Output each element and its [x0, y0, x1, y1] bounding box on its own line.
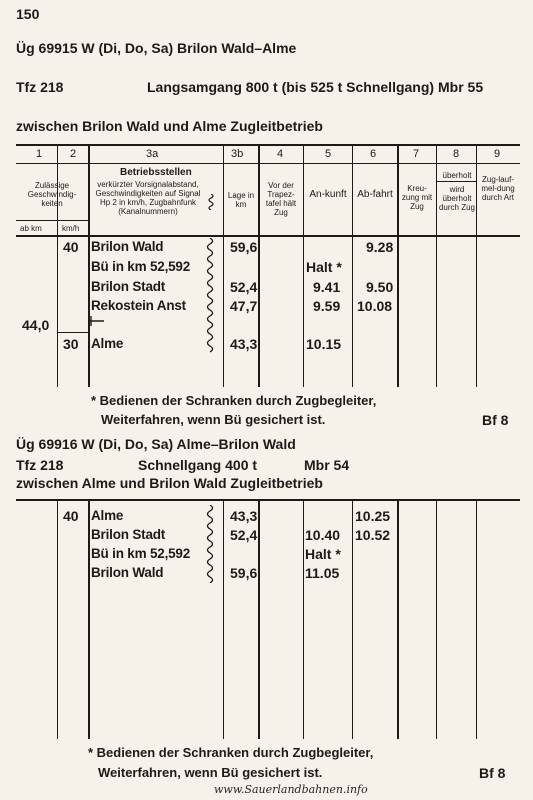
train1-bf: Bf 8	[482, 412, 509, 428]
col1-sub-right: km/h	[62, 224, 80, 233]
km-cell: 59,6	[230, 565, 258, 581]
train2-title: Üg 69916 W (Di, Do, Sa) Alme–Brilon Wald	[16, 436, 296, 452]
wavy-line-icon	[204, 505, 216, 583]
station-name: Brilon Wald	[91, 239, 164, 254]
train2-tfz: Tfz 218	[16, 457, 64, 473]
col8-text: wird überholt durch Zug	[438, 185, 476, 212]
col1-header: Zulässige Geschwindig-keiten	[27, 181, 77, 208]
col-number: 1	[36, 148, 43, 160]
station-name: Alme	[91, 508, 124, 523]
col6-text: Ab-fahrt	[357, 189, 393, 200]
col7-text: Kreu-zung mit Zug	[401, 184, 433, 211]
col-number: 3b	[231, 148, 244, 160]
col8-top: überholt	[442, 171, 472, 180]
departure-cell: 9.28	[366, 239, 394, 255]
col-number: 9	[494, 148, 501, 160]
arrival-cell: 10.40	[305, 527, 341, 543]
col5-text: An-kunft	[309, 189, 347, 200]
train1-footnote-2: Weiterfahren, wenn Bü gesichert ist.	[101, 412, 326, 427]
train1-footnote-1: * Bedienen der Schranken durch Zugbegleiter,	[91, 393, 377, 408]
arrival-cell: Halt *	[306, 259, 342, 275]
arrival-cell: 9.59	[313, 298, 341, 314]
km-cell: 47,7	[230, 298, 258, 314]
station-name: Brilon Wald	[91, 565, 164, 580]
train2-bf: Bf 8	[479, 765, 506, 781]
km-cell: 43,3	[230, 508, 258, 524]
col3a-text: verkürzter Vorsignalabstand, Geschwindigkeiten auf Signal Hp 2 in km/h, Zugbahnfunk (Kanalnummern)	[95, 180, 201, 216]
km-cell: 52,4	[230, 527, 258, 543]
station-name: Alme	[91, 336, 124, 351]
km-cell: 52,4	[230, 279, 258, 295]
col-number: 8	[453, 148, 460, 160]
col-number: 4	[277, 148, 284, 160]
train2-footnote-1: * Bedienen der Schranken durch Zugbegleiter,	[88, 745, 374, 760]
train1-mbr: Mbr 55	[438, 79, 484, 95]
col-number: 7	[413, 148, 420, 160]
departure-cell: 10.52	[355, 527, 391, 543]
train1-tfz: Tfz 218	[16, 79, 64, 95]
train1-speed: Langsamgang 800 t (bis 525 t Schnellgang)	[147, 79, 435, 95]
col9-text: Zug-lauf-mel-dung durch Art	[481, 175, 515, 202]
col4-text: Vor der Trapez-tafel hält Zug	[265, 181, 297, 217]
train2-speed: Schnellgang 400 t	[138, 457, 258, 473]
departure-cell: 9.50	[366, 279, 394, 295]
station-name: Bü in km 52,592	[91, 259, 191, 274]
col-number: 3a	[146, 148, 159, 160]
speed-cell: 30	[63, 336, 79, 352]
page-number: 150	[16, 6, 40, 22]
speed-cell: 40	[63, 508, 79, 524]
arrival-cell: 10.15	[306, 336, 342, 352]
station-name: Brilon Stadt	[91, 279, 166, 294]
col1-sub-left: ab km	[20, 224, 42, 233]
train1-title: Üg 69915 W (Di, Do, Sa) Brilon Wald–Alme	[16, 40, 297, 56]
km-cell: 59,6	[230, 239, 258, 255]
speed-change-marker-icon	[89, 315, 105, 327]
train1-section: zwischen Brilon Wald und Alme Zugleitbetrieb	[16, 118, 323, 134]
speed-change-km: 44,0	[22, 317, 50, 333]
station-name: Brilon Stadt	[91, 527, 166, 542]
col-number: 6	[370, 148, 377, 160]
departure-cell: 10.25	[355, 508, 391, 524]
arrival-cell: 9.41	[313, 279, 341, 295]
arrival-cell: 11.05	[305, 565, 340, 581]
col3b-text: Lage in km	[227, 191, 255, 209]
arrival-cell: Halt *	[305, 546, 341, 562]
train2-footnote-2: Weiterfahren, wenn Bü gesichert ist.	[98, 765, 323, 780]
watermark: www.Sauerlandbahnen.info	[214, 783, 368, 796]
train2-mbr: Mbr 54	[304, 457, 350, 473]
station-name: Bü in km 52,592	[91, 546, 191, 561]
speed-cell: 40	[63, 239, 79, 255]
wavy-line-icon	[204, 238, 216, 356]
wavy-line-icon	[206, 194, 216, 210]
col-number: 5	[325, 148, 332, 160]
station-name: Rekostein Anst	[91, 298, 186, 313]
col3a-title: Betriebsstellen	[120, 167, 192, 178]
departure-cell: 10.08	[357, 298, 393, 314]
col-number: 2	[70, 148, 77, 160]
train2-section: zwischen Alme und Brilon Wald Zugleitbetrieb	[16, 475, 323, 491]
km-cell: 43,3	[230, 336, 258, 352]
